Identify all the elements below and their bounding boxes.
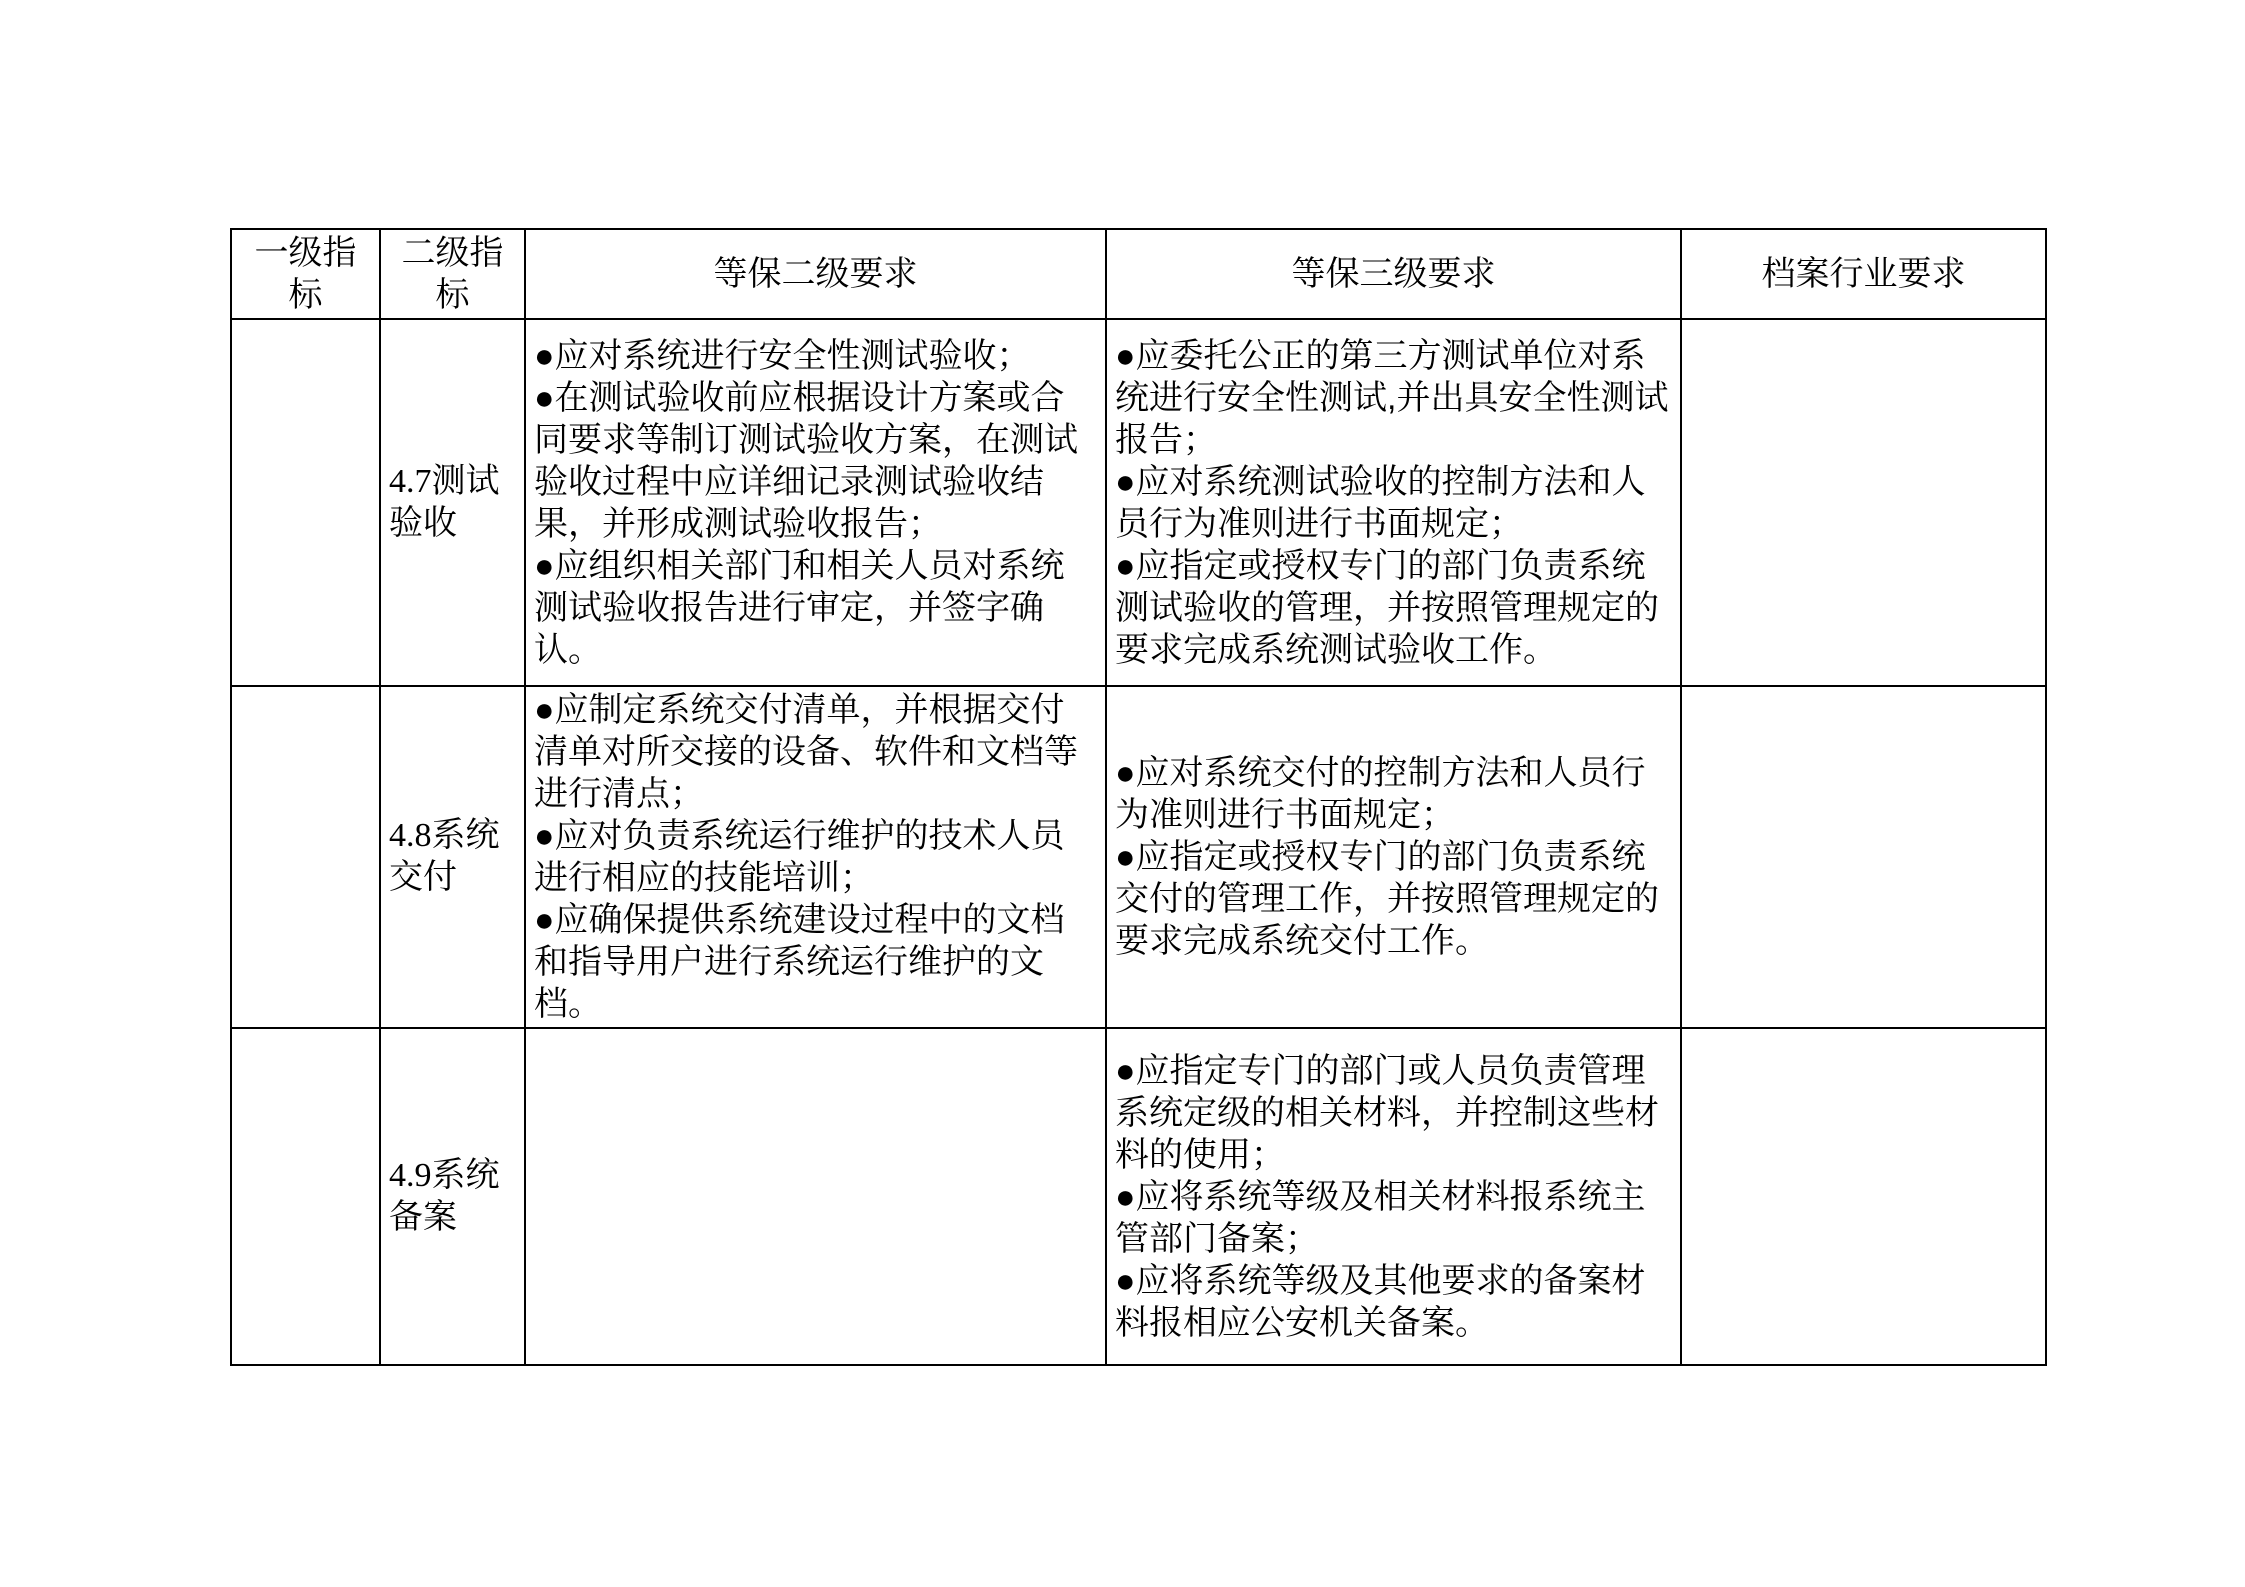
cell-tier2-requirements: [525, 1028, 1106, 1365]
cell-tier2-requirements: [525, 686, 1106, 1028]
requirement-item: ●在测试验收前应根据设计方案或合同要求等制订测试验收方案，在测试验收过程中应详细记录测试验收结果，并形成测试验收报告；: [534, 378, 1078, 543]
header-level1-indicator: 一级指标: [231, 229, 380, 319]
cell-tier2-requirements: [525, 319, 1106, 686]
cell-level1-indicator: [231, 1028, 380, 1365]
cell-level1-indicator: [231, 319, 380, 686]
header-tier3-requirements: 等保三级要求: [1106, 229, 1681, 319]
cell-tier3-requirements: [1106, 319, 1681, 686]
cell-archive-requirements: [1681, 686, 2046, 1028]
requirement-item: ●应指定或授权专门的部门负责系统交付的管理工作，并按照管理规定的要求完成系统交付工作。: [1115, 838, 1659, 960]
cell-level2-indicator: 4.7测试验收: [380, 319, 525, 686]
cell-tier3-requirements: [1106, 686, 1681, 1028]
requirement-item: ●应委托公正的第三方测试单位对系统进行安全性测试,并出具安全性测试报告；: [1115, 336, 1669, 459]
requirement-item: ●应组织相关部门和相关人员对系统测试验收报告进行审定，并签字确认。: [534, 546, 1065, 669]
table-row-system-delivery: [231, 686, 2046, 1028]
requirement-item: ●应对系统测试验收的控制方法和人员行为准则进行书面规定；: [1115, 462, 1646, 543]
requirement-item: ●应将系统等级及相关材料报系统主管部门备案；: [1115, 1177, 1646, 1258]
requirement-item: ●应将系统等级及其他要求的备案材料报相应公安机关备案。: [1115, 1261, 1646, 1342]
header-level2-indicator: 二级指标: [380, 229, 525, 319]
requirements-table: [230, 228, 2047, 1366]
requirement-item: ●应指定专门的部门或人员负责管理系统定级的相关材料，并控制这些材料的使用；: [1115, 1051, 1659, 1174]
header-tier2-requirements: 等保二级要求: [525, 229, 1106, 319]
requirement-item: ●应对负责系统运行维护的技术人员进行相应的技能培训；: [534, 817, 1065, 897]
table-row-system-filing: [231, 1028, 2046, 1365]
table-row-test-acceptance: [231, 319, 2046, 686]
cell-tier3-requirements: [1106, 1028, 1681, 1365]
requirement-item: ●应确保提供系统建设过程中的文档和指导用户进行系统运行维护的文档。: [534, 901, 1065, 1023]
requirement-item: ●应对系统交付的控制方法和人员行为准则进行书面规定；: [1115, 754, 1646, 834]
requirement-item: ●应指定或授权专门的部门负责系统测试验收的管理，并按照管理规定的要求完成系统测试验收工作。: [1115, 546, 1659, 669]
requirement-item: ●应对系统进行安全性测试验收；: [534, 336, 1031, 375]
cell-archive-requirements: [1681, 319, 2046, 686]
cell-level2-indicator: 4.8系统交付: [380, 686, 525, 1028]
requirement-item: ●应制定系统交付清单，并根据交付清单对所交接的设备、软件和文档等进行清点；: [534, 691, 1078, 813]
cell-level1-indicator: [231, 686, 380, 1028]
cell-level2-indicator: 4.9系统备案: [380, 1028, 525, 1365]
header-row: [231, 229, 2046, 319]
header-archive-industry-requirements: 档案行业要求: [1681, 229, 2046, 319]
cell-archive-requirements: [1681, 1028, 2046, 1365]
